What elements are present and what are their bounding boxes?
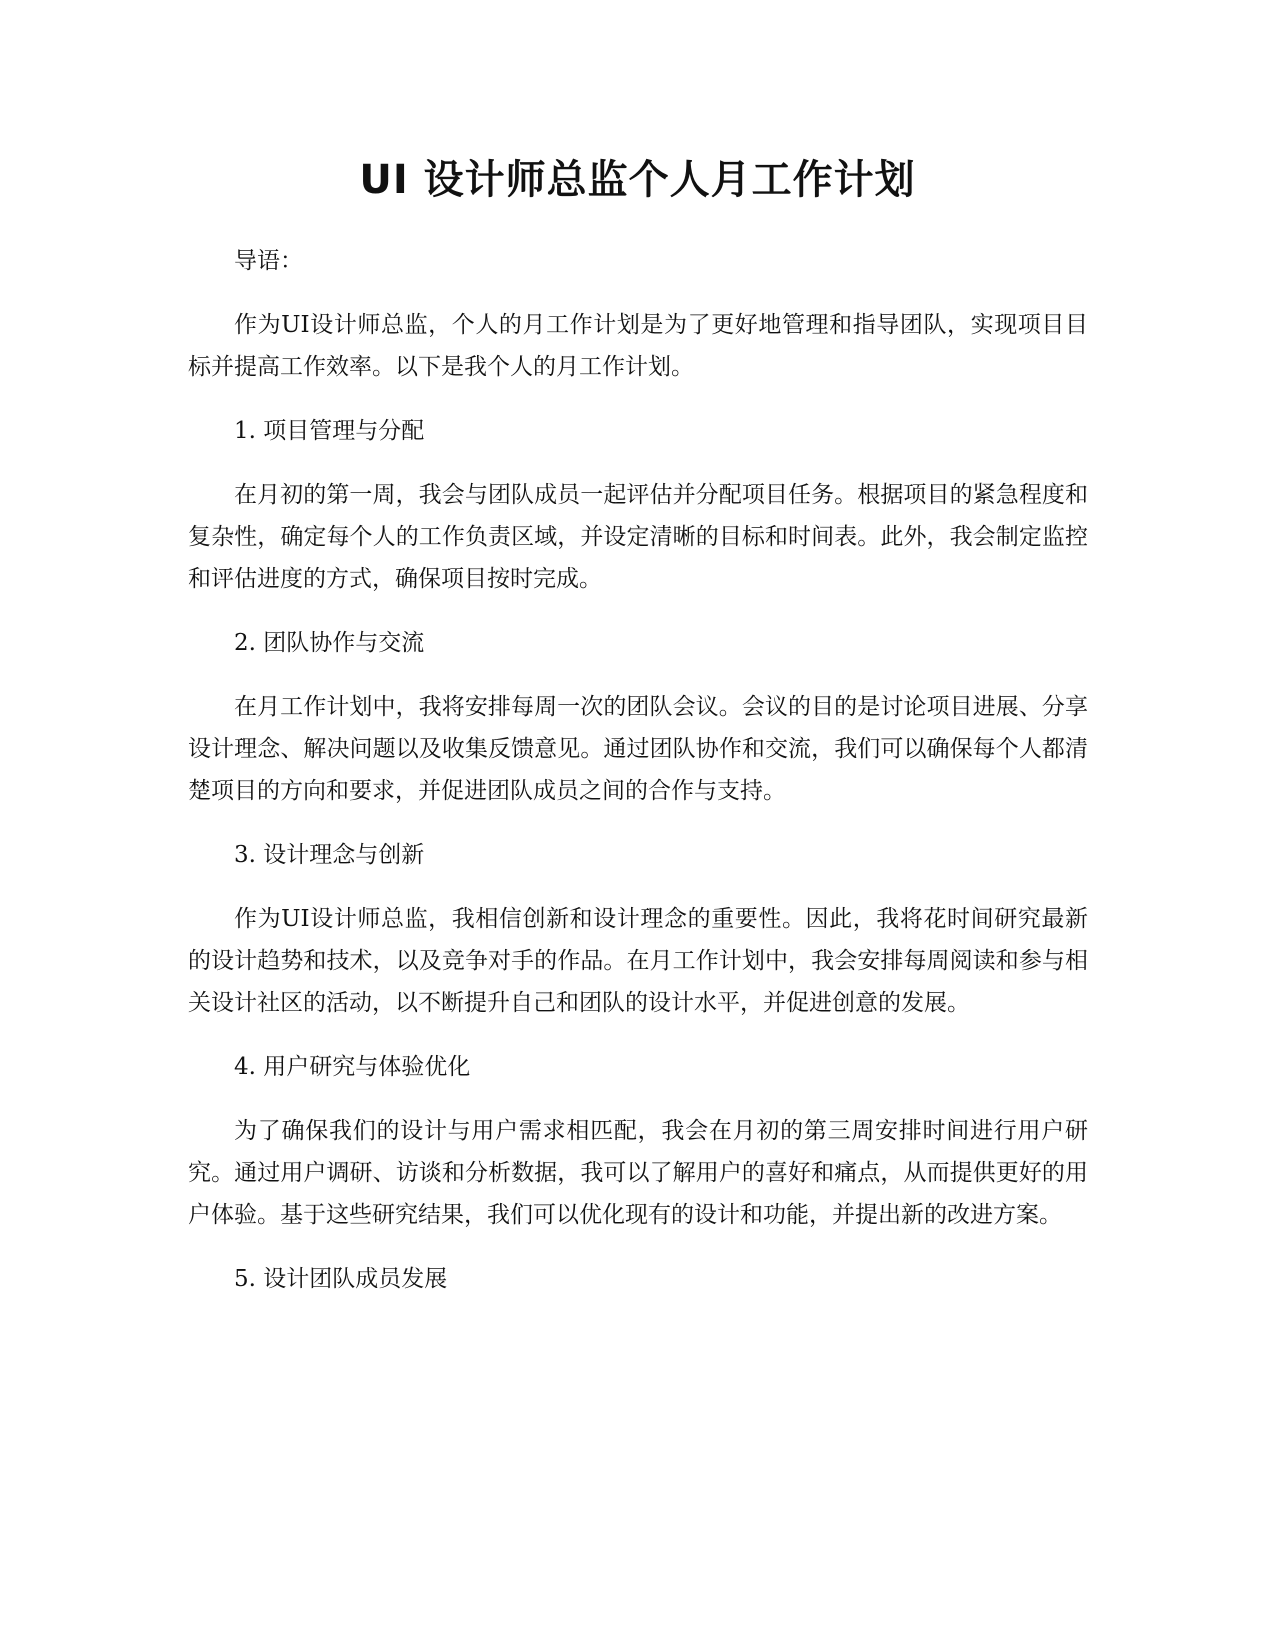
document-body (188, 240, 1088, 1322)
section-heading-3: 3. 设计理念与创新 (234, 842, 425, 868)
section-heading-5: 5. 设计团队成员发展 (234, 1266, 448, 1292)
intro-label: 导语： (234, 248, 303, 274)
section-paragraph-4: 为了确保我们的设计与用户需求相匹配，我会在月初的第三周安排时间进行用户研究。通过用户调研、访谈和分析数据，我可以了解用户的喜好和痛点，从而提供更好的用户体验。基于这些研究结果，我们可以优化现有的设计和功能，并提出新的改进方案。 (188, 1118, 1088, 1228)
section-paragraph-2: 在月工作计划中，我将安排每周一次的团队会议。会议的目的是讨论项目进展、分享设计理念、解决问题以及收集反馈意见。通过团队协作和交流，我们可以确保每个人都清楚项目的方向和要求，并促进团队成员之间的合作与支持。 (188, 694, 1088, 804)
intro-paragraph: 作为UI设计师总监，个人的月工作计划是为了更好地管理和指导团队，实现项目目标并提高工作效率。以下是我个人的月工作计划。 (188, 312, 1088, 380)
section-paragraph-1: 在月初的第一周，我会与团队成员一起评估并分配项目任务。根据项目的紧急程度和复杂性，确定每个人的工作负责区域，并设定清晰的目标和时间表。此外，我会制定监控和评估进度的方式，确保项目按时完成。 (188, 482, 1088, 592)
section-heading-4: 4. 用户研究与体验优化 (234, 1054, 471, 1080)
page-title: UI 设计师总监个人月工作计划 (359, 157, 916, 203)
section-heading-2: 2. 团队协作与交流 (234, 630, 425, 656)
section-paragraph-3: 作为UI设计师总监，我相信创新和设计理念的重要性。因此，我将花时间研究最新的设计趋势和技术，以及竞争对手的作品。在月工作计划中，我会安排每周阅读和参与相关设计社区的活动，以不断提升自己和团队的设计水平，并促进创意的发展。 (188, 906, 1088, 1016)
section-heading-1: 1. 项目管理与分配 (234, 418, 425, 444)
